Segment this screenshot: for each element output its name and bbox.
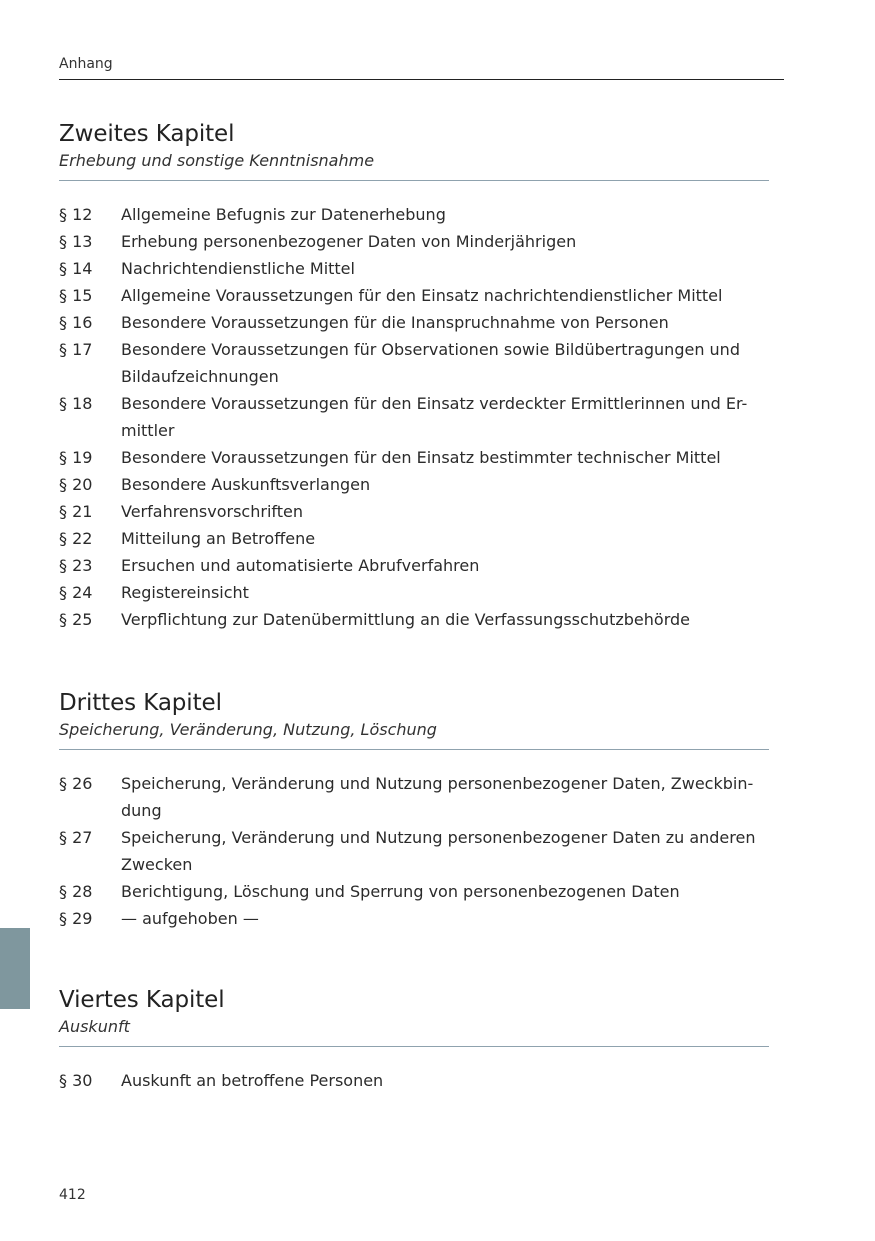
section-number: § 22 — [59, 529, 93, 548]
chapter-subtitle: Erhebung und sonstige Kenntnisnahme — [59, 151, 375, 170]
section-title: Verfahrensvorschriften — [121, 502, 303, 521]
toc-entry — [59, 390, 769, 444]
toc-entry — [59, 905, 769, 932]
chapter-rule — [59, 749, 769, 750]
chapter-subtitle: Speicherung, Veränderung, Nutzung, Löschung — [59, 720, 437, 739]
toc-entry — [59, 824, 769, 878]
toc-list — [59, 1067, 769, 1094]
section-number: § 20 — [59, 475, 93, 494]
toc-entry — [59, 471, 769, 498]
chapter-drittes — [59, 689, 769, 932]
section-title: Auskunft an betroffene Personen — [121, 1071, 384, 1090]
section-title: Allgemeine Befugnis zur Datenerhebung — [121, 205, 446, 224]
section-number: § 15 — [59, 286, 93, 305]
section-number: § 12 — [59, 205, 93, 224]
toc-entry — [59, 525, 769, 552]
section-number: § 21 — [59, 502, 93, 521]
toc-entry — [59, 444, 769, 471]
toc-entry — [59, 878, 769, 905]
toc-entry — [59, 228, 769, 255]
page-number: 412 — [59, 1187, 86, 1203]
section-title: — aufgehoben — — [121, 909, 259, 928]
running-header: Anhang — [59, 56, 113, 72]
chapter-zweites — [59, 120, 769, 633]
section-number: § 28 — [59, 882, 93, 901]
toc-entry — [59, 579, 769, 606]
section-number: § 26 — [59, 774, 93, 793]
section-title: Registereinsicht — [121, 583, 249, 602]
section-title: Besondere Voraussetzungen für den Einsatz verdeckter Ermittlerinnen und Er-mittler — [121, 394, 748, 440]
toc-entry — [59, 309, 769, 336]
section-number: § 18 — [59, 394, 93, 413]
toc-entry — [59, 282, 769, 309]
section-title: Besondere Voraussetzungen für die Inanspruchnahme von Personen — [121, 313, 669, 332]
section-number: § 25 — [59, 610, 93, 629]
chapter-title: Viertes Kapitel — [59, 987, 225, 1013]
toc-list — [59, 770, 769, 932]
section-number: § 30 — [59, 1071, 93, 1090]
section-title: Besondere Auskunftsverlangen — [121, 475, 371, 494]
chapter-rule — [59, 1046, 769, 1047]
section-number: § 16 — [59, 313, 93, 332]
section-number: § 29 — [59, 909, 93, 928]
section-title: Allgemeine Voraussetzungen für den Einsatz nachrichtendienstlicher Mittel — [121, 286, 723, 305]
section-number: § 14 — [59, 259, 93, 278]
toc-entry — [59, 255, 769, 282]
chapter-title: Drittes Kapitel — [59, 690, 222, 716]
chapter-title: Zweites Kapitel — [59, 121, 235, 147]
toc-entry — [59, 1067, 769, 1094]
toc-entry — [59, 336, 769, 390]
toc-list — [59, 201, 769, 633]
section-title: Verpflichtung zur Datenübermittlung an die Verfassungsschutzbehörde — [121, 610, 690, 629]
toc-entry — [59, 552, 769, 579]
section-number: § 27 — [59, 828, 93, 847]
chapter-viertes — [59, 986, 769, 1094]
chapter-rule — [59, 180, 769, 181]
section-number: § 17 — [59, 340, 93, 359]
section-number: § 24 — [59, 583, 93, 602]
section-title: Speicherung, Veränderung und Nutzung personenbezogener Daten, Zweckbin-dung — [121, 774, 754, 820]
section-title: Mitteilung an Betroffene — [121, 529, 316, 548]
toc-entry — [59, 201, 769, 228]
section-title: Nachrichtendienstliche Mittel — [121, 259, 355, 278]
section-number: § 19 — [59, 448, 93, 467]
side-tab-marker — [0, 928, 30, 1009]
toc-entry — [59, 606, 769, 633]
section-number: § 13 — [59, 232, 93, 251]
section-title: Ersuchen und automatisierte Abrufverfahren — [121, 556, 480, 575]
section-title: Besondere Voraussetzungen für den Einsatz bestimmter technischer Mittel — [121, 448, 721, 467]
toc-entry — [59, 498, 769, 525]
section-title: Berichtigung, Löschung und Sperrung von personenbezogenen Daten — [121, 882, 680, 901]
chapter-subtitle: Auskunft — [59, 1017, 130, 1036]
section-title: Speicherung, Veränderung und Nutzung personenbezogener Daten zu anderen Zwecken — [121, 828, 756, 874]
section-title: Erhebung personenbezogener Daten von Minderjährigen — [121, 232, 577, 251]
section-title: Besondere Voraussetzungen für Observationen sowie Bildübertragungen und Bildaufzeichnungen — [121, 340, 740, 386]
section-number: § 23 — [59, 556, 93, 575]
header-rule — [59, 79, 784, 80]
toc-entry — [59, 770, 769, 824]
